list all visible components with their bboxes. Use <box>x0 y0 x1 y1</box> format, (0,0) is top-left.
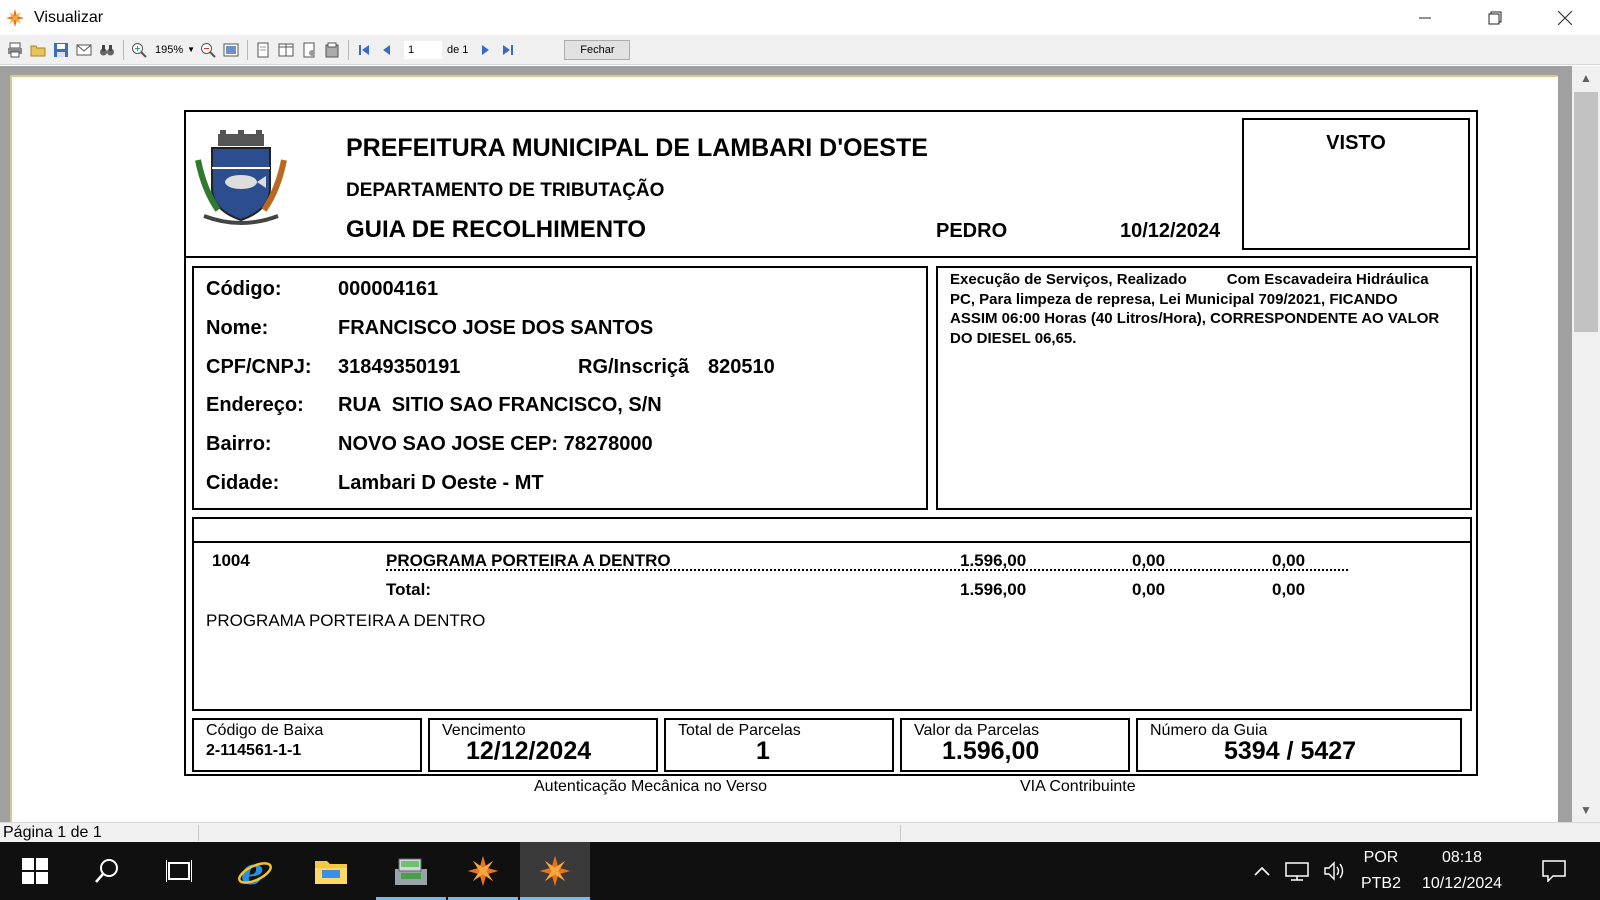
page-of-label: de 1 <box>447 43 469 56</box>
zoom-in-icon[interactable] <box>128 39 150 61</box>
bairro-row: Bairro: NOVO SAO JOSE CEP: 78278000 <box>206 433 653 455</box>
item-code: 1004 <box>212 551 250 570</box>
close-window-button[interactable] <box>1530 0 1600 35</box>
description-line: PC, Para limpeza de represa, Lei Municipal 709/2021, FICANDO <box>950 290 1398 308</box>
status-divider <box>900 825 901 841</box>
page-width-icon[interactable] <box>220 39 242 61</box>
title-bar <box>0 0 1600 35</box>
input-language-indicator[interactable] <box>1356 842 1406 900</box>
municipal-crest-icon <box>194 130 288 230</box>
cidade-row: Cidade: Lambari D Oeste - MT <box>206 472 544 494</box>
next-page-icon[interactable] <box>474 39 496 61</box>
total-label: Total: <box>386 580 432 599</box>
toolbar-separator <box>348 40 349 60</box>
visto-label: VISTO <box>1326 132 1386 154</box>
total-value-3: 0,00 <box>1272 580 1306 599</box>
internet-explorer-icon[interactable] <box>220 842 290 900</box>
item-value-2: 0,00 <box>1132 551 1166 570</box>
cpf-row: CPF/CNPJ: 31849350191 RG/Inscriçã 820510 <box>206 356 775 378</box>
authentication-note: Autenticação Mecânica no Verso <box>534 778 768 795</box>
svg-text:e: e <box>241 853 264 889</box>
minimize-button[interactable] <box>1390 0 1460 35</box>
description-line: DO DIESEL 06,65. <box>950 329 1077 347</box>
volume-icon[interactable] <box>1320 842 1350 900</box>
two-pages-icon[interactable] <box>275 39 297 61</box>
issue-date: 10/12/2024 <box>1120 220 1221 242</box>
total-value-1: 1.596,00 <box>960 580 1027 599</box>
cidade-value: Lambari D Oeste - MT <box>338 472 544 494</box>
search-icon[interactable] <box>72 842 142 900</box>
nome-value: FRANCISCO JOSE DOS SANTOS <box>338 317 654 339</box>
bairro-value: NOVO SAO JOSE CEP: 78278000 <box>338 433 653 455</box>
first-page-icon[interactable] <box>353 39 375 61</box>
description-line: Execução de Serviços, Realizado Com Escavadeira Hidráulica <box>950 271 1429 288</box>
clock-time: 08:18 <box>1441 849 1483 866</box>
item-name: PROGRAMA PORTEIRA A DENTRO <box>386 551 671 570</box>
taxpayer-info-box <box>192 266 928 510</box>
toolbar-separator <box>247 40 248 60</box>
service-description-box <box>936 266 1472 510</box>
numero-guia-value: 5394 / 5427 <box>1224 737 1357 765</box>
window-controls <box>1390 0 1600 35</box>
items-table-header <box>194 519 1470 543</box>
toolbar <box>0 35 1600 65</box>
language-label: POR <box>1363 849 1399 866</box>
cpf-value: 31849350191 <box>338 356 461 378</box>
open-folder-icon[interactable] <box>27 39 49 61</box>
endereco-row: Endereço: RUA SITIO SAO FRANCISCO, S/N <box>206 394 662 416</box>
notifications-icon[interactable] <box>1534 842 1574 900</box>
page-number-input[interactable]: 1 <box>403 40 443 60</box>
previous-page-icon[interactable] <box>376 39 398 61</box>
parcelas-cell: Total de Parcelas 1 <box>664 718 894 772</box>
toolbar-separator <box>123 40 124 60</box>
codigo-value: 000004161 <box>338 278 439 300</box>
guia-document <box>184 110 1478 776</box>
export-icon[interactable] <box>321 39 343 61</box>
single-page-icon[interactable] <box>252 39 274 61</box>
taskbar <box>0 842 1600 900</box>
municipality-title: PREFEITURA MUNICIPAL DE LAMBARI D'OESTE <box>346 134 928 162</box>
network-icon[interactable] <box>1282 842 1312 900</box>
scroll-up-icon[interactable]: ▲ <box>1580 71 1592 85</box>
chevron-up-icon[interactable] <box>1250 842 1274 900</box>
rg-label: RG/Inscriçã <box>578 356 690 378</box>
valor-parcela-value: 1.596,00 <box>942 737 1040 765</box>
clock[interactable] <box>1410 842 1514 900</box>
zoom-out-icon[interactable] <box>197 39 219 61</box>
department-title: DEPARTAMENTO DE TRIBUTAÇÃO <box>346 180 665 201</box>
endereco-value: RUA SITIO SAO FRANCISCO, S/N <box>338 394 662 416</box>
issuer-name: PEDRO <box>936 220 1008 242</box>
codigo-row: Código: 000004161 <box>206 278 439 300</box>
print-icon[interactable] <box>4 39 26 61</box>
item-note: PROGRAMA PORTEIRA A DENTRO <box>206 611 486 630</box>
visualizar-app-icon[interactable] <box>520 842 590 900</box>
codigo-baixa-value: 2-114561-1-1 <box>206 742 302 759</box>
orange-app-icon[interactable] <box>448 842 518 900</box>
find-binoculars-icon[interactable] <box>96 39 118 61</box>
email-icon[interactable] <box>73 39 95 61</box>
chevron-down-icon: ▼ <box>187 45 196 54</box>
zoom-value: 195% <box>155 43 184 56</box>
save-icon[interactable] <box>50 39 72 61</box>
last-page-icon[interactable] <box>497 39 519 61</box>
page-status: Página 1 de 1 <box>3 824 102 841</box>
scrollbar-thumb[interactable] <box>1574 92 1598 332</box>
file-explorer-icon[interactable] <box>296 842 366 900</box>
vencimento-value: 12/12/2024 <box>466 737 592 765</box>
window-title: Visualizar <box>34 8 104 26</box>
valor-parcela-cell: Valor da Parcelas 1.596,00 <box>900 718 1130 772</box>
clock-date: 10/12/2024 <box>1421 875 1503 892</box>
windows-start-icon[interactable] <box>0 842 70 900</box>
description-line: ASSIM 06:00 Horas (40 Litros/Hora), CORRESPONDENTE AO VALOR <box>950 310 1440 327</box>
rg-value: 820510 <box>708 356 775 378</box>
cash-register-app-icon[interactable] <box>376 842 446 900</box>
visto-box <box>1242 118 1470 250</box>
item-value-1: 1.596,00 <box>960 551 1027 570</box>
document-type-title: GUIA DE RECOLHIMENTO <box>346 216 647 243</box>
status-divider <box>198 825 199 841</box>
close-preview-button[interactable]: Fechar <box>564 40 630 60</box>
scroll-down-icon[interactable]: ▼ <box>1580 803 1592 817</box>
numero-guia-cell: Número da Guia 5394 / 5427 <box>1136 718 1462 772</box>
app-logo-icon <box>4 7 26 29</box>
payment-summary <box>192 718 1472 772</box>
task-view-icon[interactable] <box>144 842 214 900</box>
item-value-3: 0,00 <box>1272 551 1306 570</box>
nome-row: Nome: FRANCISCO JOSE DOS SANTOS <box>206 317 654 339</box>
vencimento-cell: Vencimento 12/12/2024 <box>428 718 658 772</box>
zoom-select[interactable] <box>151 40 197 60</box>
parcelas-value: 1 <box>756 737 770 765</box>
items-table <box>192 517 1472 711</box>
document-header <box>186 112 1476 258</box>
total-value-2: 0,00 <box>1132 580 1166 599</box>
codigo-baixa-cell: Código de Baixa 2-114561-1-1 <box>192 718 422 772</box>
keyboard-layout-label: PTB2 <box>1360 875 1401 892</box>
status-bar <box>0 822 1600 842</box>
restore-button[interactable] <box>1460 0 1530 35</box>
vertical-scrollbar[interactable] <box>1572 66 1600 822</box>
page-setup-icon[interactable] <box>298 39 320 61</box>
dotted-divider <box>386 569 1348 571</box>
via-note: VIA Contribuinte <box>1020 778 1136 795</box>
